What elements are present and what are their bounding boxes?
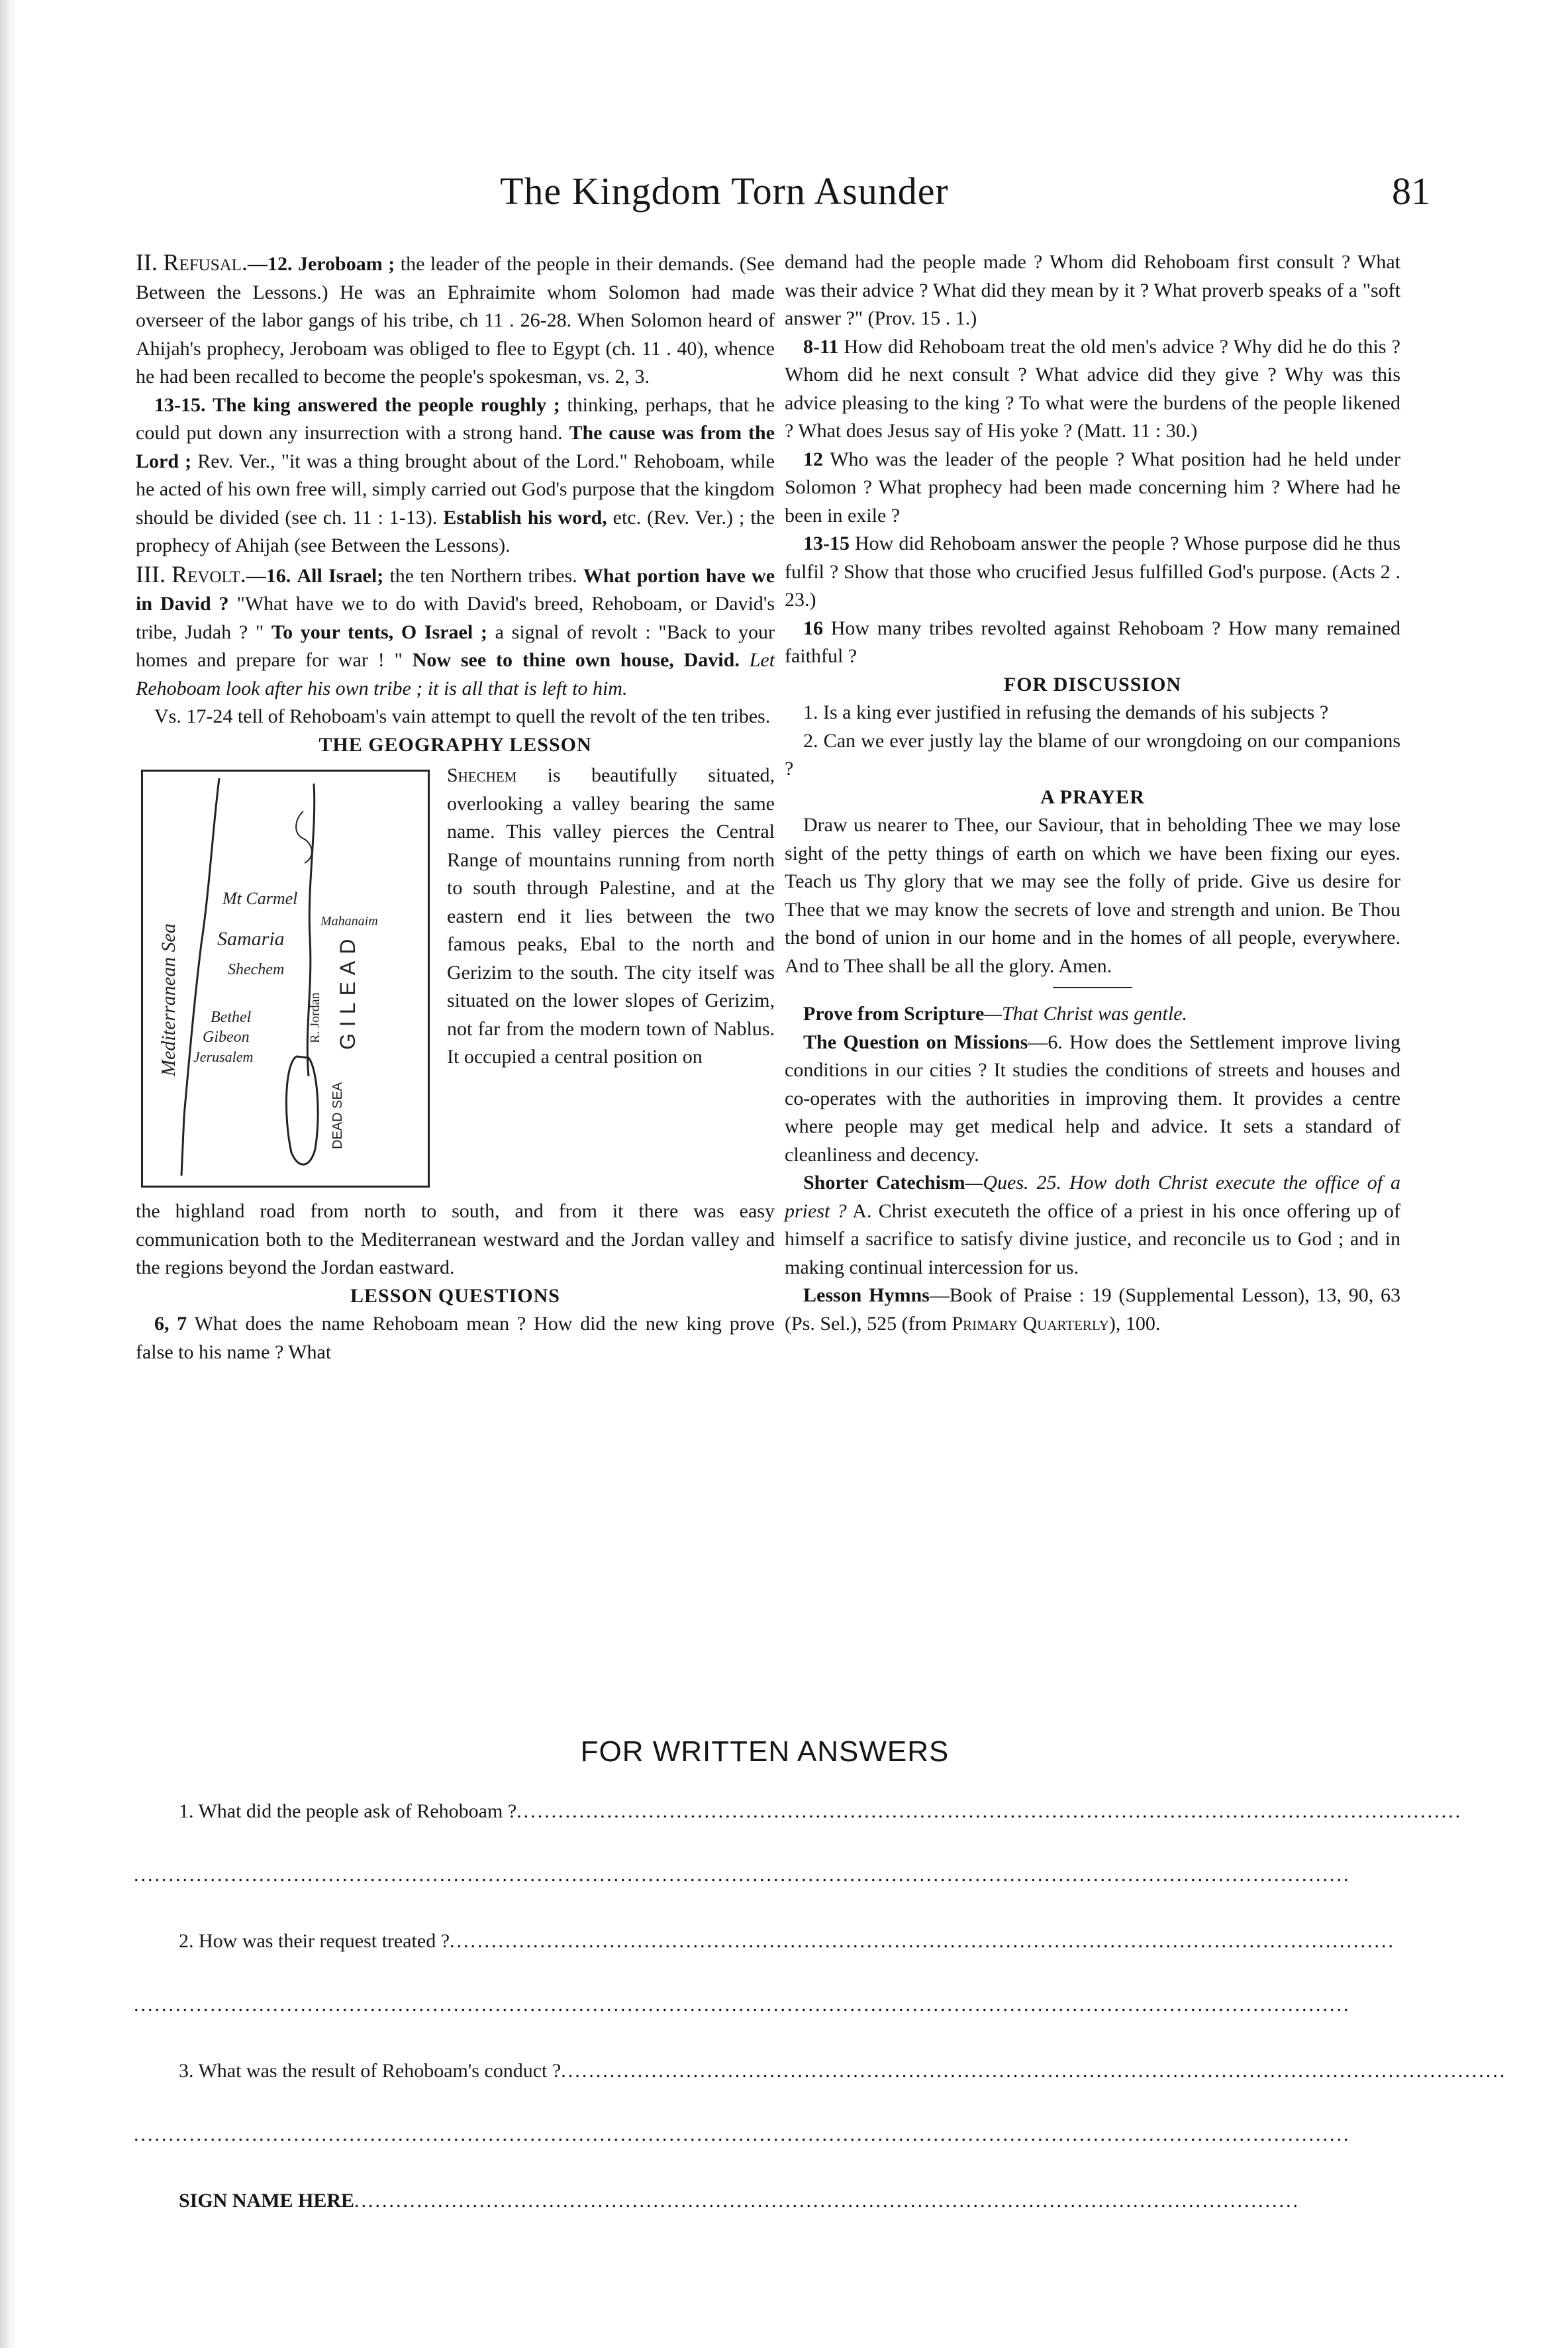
map-label-sea: Mediterranean Sea [158, 923, 179, 1076]
section-title: Revolt. [172, 560, 246, 587]
geography-text: Shechem is beautifully situated, overlooking a valley bearing the same name. This valley pierces the Central Range of mountains running from north to south through Palestine, and at the eastern end it lies between the two famous peaks, Ebal to the north and Gerizim to the south. The city itself was situated on the lower slopes of Gerizim, not far from the modern town of Nablus. It occupied a central position on [447, 764, 775, 1068]
answer-line-3[interactable]: ............................................................................................................................................................................... [134, 2123, 1351, 2145]
question-2: 2. How was their request treated ? ........................................................................................................................................ [179, 1886, 1397, 1953]
paragraph-vs-17-24: Vs. 17-24 tell of Rehoboam's vain attempt to quell the revolt of the ten tribes. [154, 705, 771, 727]
lesson-question-13-15: 13-15 How did Rehoboam answer the people ? Whose purpose did he thus fulfil ? Show that those who crucified Jesus fulfilled God's purpose. (Acts 2 . 23.) [785, 533, 1401, 611]
place-name-shechem: Shechem [447, 764, 517, 786]
coastline [181, 778, 219, 1176]
lesson-question-6-7: 6, 7 What does the name Rehoboam mean ? How did the new king prove false to his name ? What [136, 1313, 775, 1363]
discussion-item-2: 2. Can we ever justly lay the blame of our wrongdoing on our companions ? [785, 729, 1400, 780]
sea-of-galilee [296, 811, 312, 863]
prayer-heading: A PRAYER [1040, 786, 1145, 808]
right-column [785, 248, 1400, 1338]
question-on-missions: The Question on Missions—6. How does the Settlement improve living conditions in our cities ? It studies the conditions of streets and houses and co-operates with the authorities in improving them. It provides a centre where people may get medical help and advice. It sets a standard of cleanliness and decency. [785, 1031, 1400, 1166]
signature-dots: ........................................................................................................................................ [354, 2190, 1300, 2212]
section-title: Refusal. [163, 249, 248, 276]
discussion-heading: FOR DISCUSSION [1003, 673, 1182, 695]
map-label-bethel: Bethel [211, 1009, 252, 1026]
answer-dots: ........................................................................................................................................ [516, 1800, 1463, 1822]
question-3: 3. What was the result of Rehoboam's conduct ? ........................................................................................................................................ [179, 2060, 1507, 2082]
lesson-question-12: 12 Who was the leader of the people ? What position had he held under Solomon ? What prophecy had been made concerning him ? Where had he been in exile ? [785, 448, 1400, 527]
running-title: The Kingdom Torn Asunder [500, 170, 949, 213]
geography-text-continued: the highland road from north to south, and from it there was easy communication both to the Mediterranean westward and the Jordan valley and the regions beyond the Jordan eastward. [136, 1200, 775, 1278]
dead-sea-outline [286, 1056, 318, 1164]
shorter-catechism: Shorter Catechism—Ques. 25. How doth Christ execute the office of a priest ? A. Christ executeth the office of a priest in his once offering up of himself a sacrifice to satisfy divine justice, and reconcile us to God ; and in making continual intercession for us. [785, 1172, 1400, 1278]
geography-block [136, 760, 775, 1198]
map-label-dead-sea: DEAD SEA [330, 1082, 345, 1149]
lesson-question-16: 16 How many tribes revolted against Rehoboam ? How many remained faithful ? [785, 617, 1401, 667]
geography-heading: THE GEOGRAPHY LESSON [318, 733, 592, 756]
question-1: 1. What did the people ask of Rehoboam ? ........................................................................................................................................ [179, 1800, 1463, 1822]
prayer-text: Draw us nearer to Thee, our Saviour, that in beholding Thee we may lose sight of the petty things of earth on which we have been fixing our eyes. Teach us Thy glory that we may see the folly of pride. Give us desire for Thee that we may know the secrets of love and strength and union. Be Thou the bond of union in our home and in the homes of all people, everywhere. And to Thee shall be all the glory. Amen. [785, 814, 1400, 977]
answer-line-1[interactable]: ............................................................................................................................................................................... [134, 1864, 1351, 1886]
answer-dots: ........................................................................................................................................ [450, 1930, 1396, 1952]
paragraph-13-15: 13-15. The king answered the people roughly ; thinking, perhaps, that he could put down any insurrection with a strong hand. The cause was from the Lord ; Rev. Ver., "it was a thing brought about of the Lord." Rehoboam, while he acted of his own free will, simply carried out God's purpose that the kingdom should be divided (see ch. 11 : 1-13). Establish his word, etc. (Rev. Ver.) ; the prophecy of Ahijah (see Between the Lessons). [136, 393, 775, 556]
answer-dots: ........................................................................................................................................ [561, 2060, 1507, 2082]
lesson-questions-heading: LESSON QUESTIONS [350, 1284, 560, 1307]
discussion-item-1: 1. Is a king ever justified in refusing the demands of his subjects ? [803, 701, 1329, 723]
divider [1053, 987, 1132, 988]
lesson-question-8-11: 8-11 How did Rehoboam treat the old men's advice ? Why did he do this ? Whom did he next consult ? What advice did they give ? Why was this advice pleasing to the king ? To what were the burdens of the people likened ? What does Jesus say of His yoke ? (Matt. 11 : 30.) [785, 335, 1401, 442]
map-label-samaria: Samaria [217, 928, 285, 950]
map-label-shechem: Shechem [228, 961, 285, 978]
sign-name-line[interactable] [179, 2146, 1397, 2212]
map-label-mahanaim: Mahanaim [320, 914, 378, 929]
sign-name-label: SIGN NAME HERE [179, 2190, 355, 2212]
written-answers-heading: FOR WRITTEN ANSWERS [580, 1735, 950, 1768]
lesson-hymns: Lesson Hymns—Book of Praise : 19 (Supplemental Lesson), 13, 90, 63 (Ps. Sel.), 525 (from Primary Quarterly), 100. [785, 1284, 1401, 1335]
answer-line-2[interactable]: ............................................................................................................................................................................... [134, 1994, 1351, 2016]
palestine-map [141, 770, 430, 1188]
prove-from-scripture: Prove from Scripture—That Christ was gentle. [803, 1003, 1187, 1025]
left-column [136, 248, 775, 1366]
section-refusal: II. Refusal.—12. Jeroboam ; the leader of the people in their demands. (See Between the Lessons.) He was an Ephraimite whom Solomon had made overseer of the labor gangs of his tribe, ch 11 . 26-28. When Solomon heard of Ahijah's prophecy, Jeroboam was obliged to flee to Egypt (ch. 11 . 40), whence he had been recalled to become the people's spokesman, vs. 2, 3. [136, 249, 775, 387]
map-label-gilead: GILEAD [336, 932, 360, 1050]
page-number: 81 [1392, 170, 1430, 213]
page-binding-shadow [0, 0, 17, 2348]
written-answers-section [132, 1735, 1507, 2212]
map-label-gibeon: Gibeon [203, 1029, 250, 1046]
map-label-jordan: R. Jordan [308, 992, 322, 1043]
map-label-jerusalem: Jerusalem [193, 1048, 254, 1065]
section-revolt: III. Revolt.—16. All Israel; the ten Northern tribes. What portion have we in David ? "What have we to do with David's breed, Rehoboam, or David's tribe, Judah ? " To your tents, O Israel ; a signal of revolt : "Back to your homes and prepare for war ! " Now see to thine own house, David. Let Rehoboam look after his own tribe ; it is all that is left to him. [136, 560, 775, 699]
map-label-carmel: Mt Carmel [222, 889, 298, 908]
lesson-question-continued: demand had the people made ? Whom did Rehoboam first consult ? What was their advice ? What did they mean by it ? What proverb speaks of a "soft answer ?" (Prov. 15 . 1.) [785, 251, 1400, 329]
map-drawing [143, 772, 428, 1186]
page-header [132, 169, 1430, 222]
